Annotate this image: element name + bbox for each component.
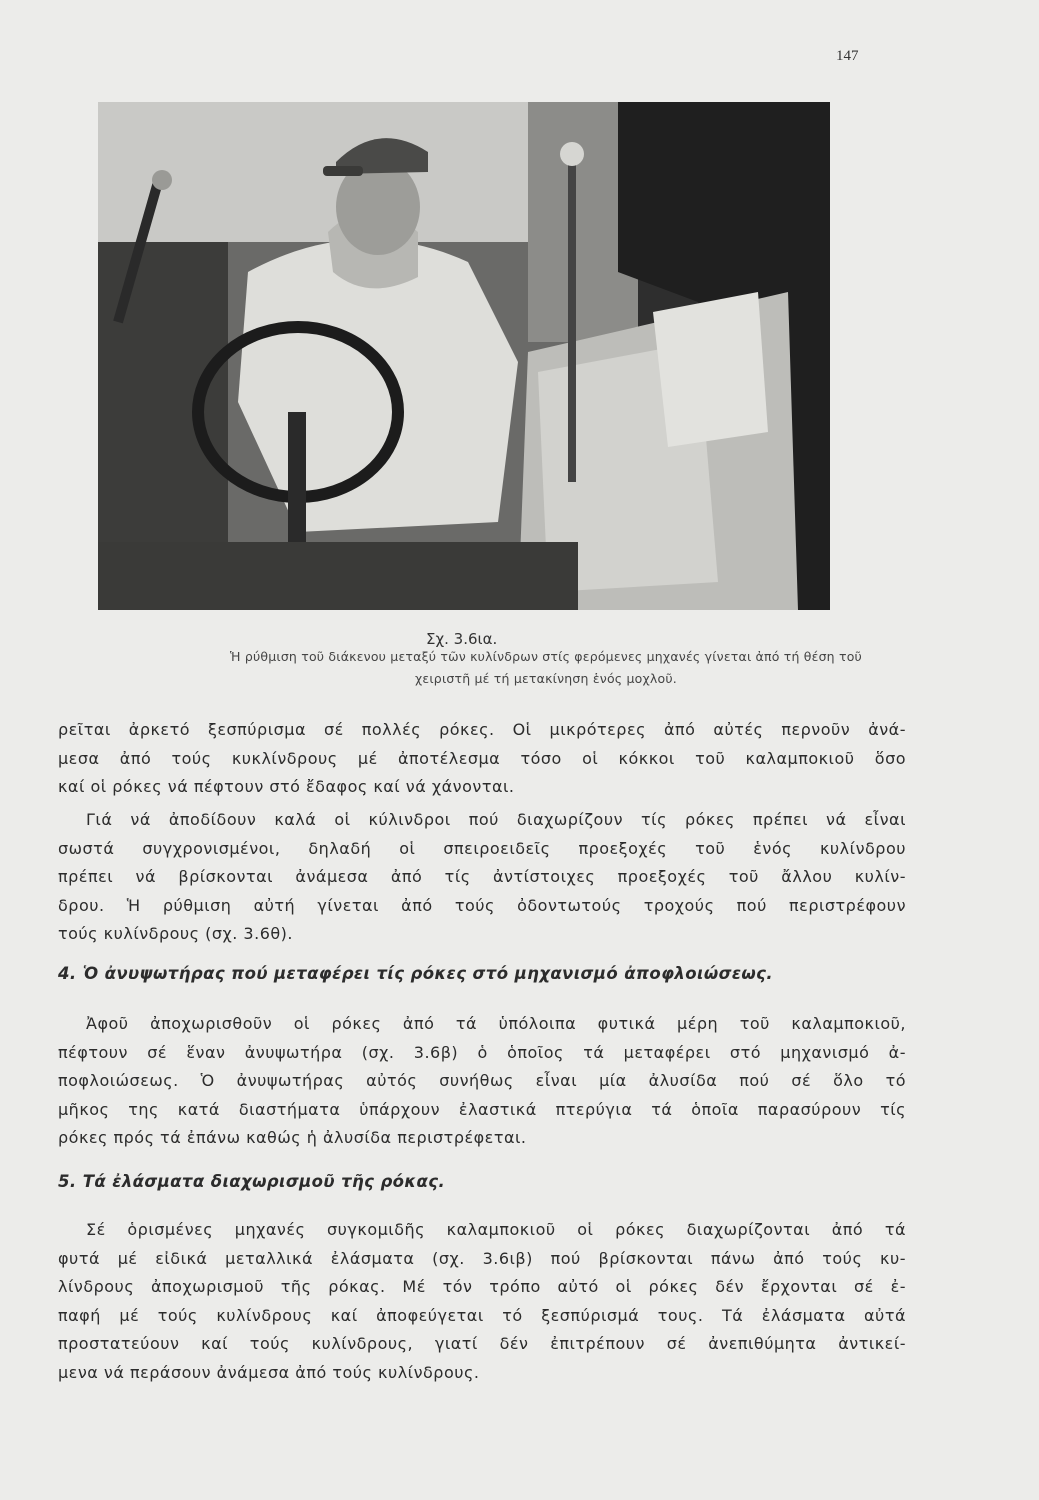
- section-5-heading: 5. Τά ἐλάσματα διαχωρισμοῦ τῆς ρόκας.: [58, 1172, 446, 1191]
- text-line: φυτά μέ εἰδικά μεταλλικά ἐλάσματα (σχ. 3.6ιβ) πού βρίσκονται πάνω ἀπό τούς κυ-: [58, 1248, 906, 1268]
- text-line: μεσα ἀπό τούς κυκλίνδρους μέ ἀποτέλεσμα τόσο οἱ κόκκοι τοῦ καλαμποκιοῦ ὅσο: [58, 748, 906, 768]
- text-line: μῆκος της κατά διαστήματα ὑπάρχουν ἐλαστικά πτερύγια τά ὁποῖα παρασύρουν τίς: [58, 1099, 906, 1119]
- caption-line: Ἡ ρύθμιση τοῦ διάκενου μεταξύ τῶν κυλίνδρων στίς φερόμενες μηχανές γίνεται ἀπό τή θέση τοῦ: [230, 649, 862, 664]
- paragraph-1: [58, 716, 906, 802]
- text-line: λίνδρους ἀποχωρισμοῦ τῆς ρόκας. Μέ τόν τρόπο αὐτό οἱ ρόκες δέν ἔρχονται σέ ἐ-: [58, 1277, 906, 1296]
- operator-on-harvester-photo: [98, 102, 830, 610]
- figure-photo: [98, 102, 830, 610]
- page-number: 147: [836, 48, 859, 64]
- paragraph-2: [58, 806, 906, 949]
- section-4-heading: 4. Ὁ ἀνυψωτήρας πού μεταφέρει τίς ρόκες στό μηχανισμό ἀποφλοιώσεως.: [58, 964, 773, 983]
- text-line: πέφτουν σέ ἕναν ἀνυψωτήρα (σχ. 3.6β) ὁ ὁποῖος τά μεταφέρει στό μηχανισμό ἀ-: [58, 1042, 906, 1062]
- text-line: ρεῖται ἀρκετό ξεσπύρισμα σέ πολλές ρόκες. Οἱ μικρότερες ἀπό αὐτές περνοῦν ἀνά-: [58, 720, 906, 739]
- text-line: παφή μέ τούς κυλίνδρους καί ἀποφεύγεται τό ξεσπύρισμά τους. Τά ἐλάσματα αὐτά: [58, 1305, 906, 1325]
- text-line: πρέπει νά βρίσκονται ἀνάμεσα ἀπό τίς ἀντίστοιχες προεξοχές τοῦ ἄλλου κυλίν-: [58, 867, 906, 886]
- text-line: Γιά νά ἀποδίδουν καλά οἱ κύλινδροι πού διαχωρίζουν τίς ρόκες πρέπει νά εἶναι: [86, 810, 906, 829]
- text-line: τούς κυλίνδρους (σχ. 3.6θ).: [58, 924, 293, 943]
- text-line: ποφλοιώσεως. Ὁ ἀνυψωτήρας αὐτός συνήθως εἶναι μία ἀλυσίδα πού σέ ὅλο τό: [58, 1071, 906, 1090]
- text-line: Ἀφοῦ ἀποχωρισθοῦν οἱ ρόκες ἀπό τά ὑπόλοιπα φυτικά μέρη τοῦ καλαμποκιοῦ,: [86, 1014, 906, 1033]
- figure-caption: [196, 646, 896, 690]
- figure-label: Σχ. 3.6ια.: [426, 630, 498, 648]
- text-line: προστατεύουν καί τούς κυλίνδρους, γιατί δέν ἐπιτρέπουν σέ ἀνεπιθύμητα ἀντικεί-: [58, 1334, 906, 1353]
- text-line: δρου. Ἡ ρύθμιση αὐτή γίνεται ἀπό τούς ὀδοντωτούς τροχούς πού περιστρέφουν: [58, 895, 906, 915]
- section-4-body: [58, 1010, 906, 1153]
- text-line: καί οἱ ρόκες νά πέφτουν στό ἔδαφος καί νά χάνονται.: [58, 777, 515, 796]
- text-line: ρόκες πρός τά ἐπάνω καθώς ἡ ἀλυσίδα περιστρέφεται.: [58, 1128, 527, 1147]
- section-5-body: [58, 1216, 906, 1387]
- text-line: Σέ ὁρισμένες μηχανές συγκομιδῆς καλαμποκιοῦ οἱ ρόκες διαχωρίζονται ἀπό τά: [86, 1220, 906, 1239]
- caption-line: χειριστῆ μέ τή μετακίνηση ἑνός μοχλοῦ.: [415, 671, 677, 686]
- text-line: σωστά συγχρονισμένοι, δηλαδή οἱ σπειροειδεῖς προεξοχές τοῦ ἑνός κυλίνδρου: [58, 838, 906, 858]
- text-line: μενα νά περάσουν ἀνάμεσα ἀπό τούς κυλίνδρους.: [58, 1362, 480, 1382]
